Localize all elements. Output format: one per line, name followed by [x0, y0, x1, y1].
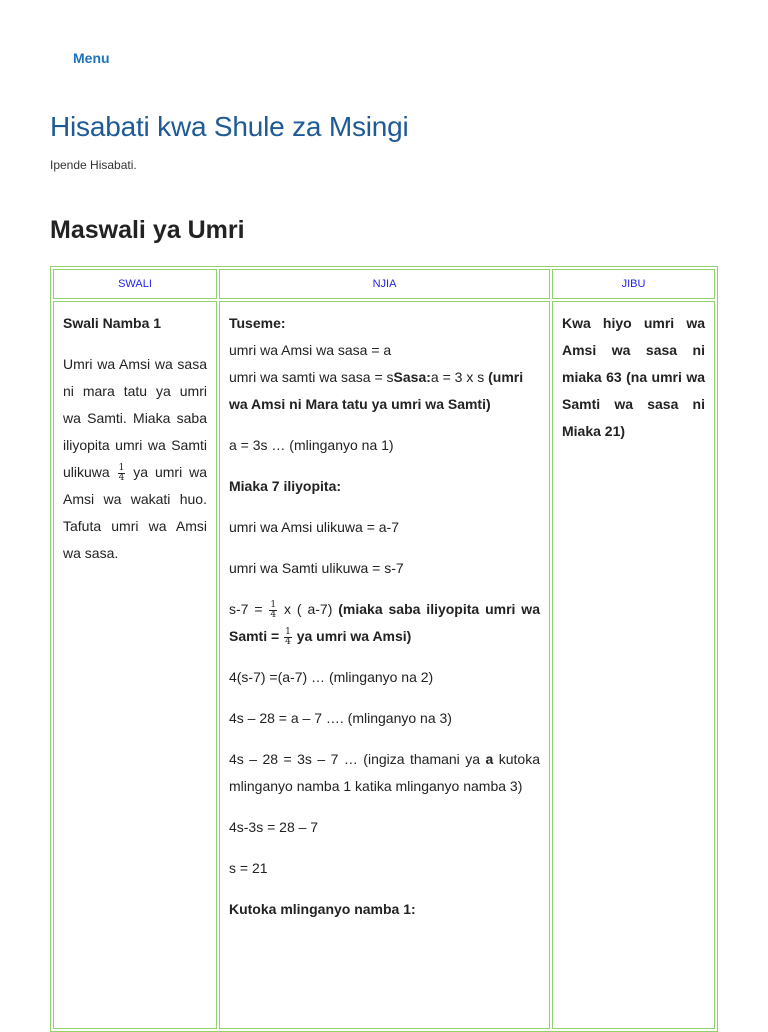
njia-cell [219, 301, 550, 1029]
tuseme-label: Tuseme: [228, 315, 286, 331]
miaka7-label: Miaka 7 iliyopita: [228, 478, 342, 494]
header-njia: NJIA [219, 269, 550, 299]
table-header-row [53, 269, 715, 299]
table-row [53, 301, 715, 1029]
equation-6: s = 21 [228, 860, 268, 876]
njia-line: umri wa Amsi wa sasa = a [228, 342, 392, 358]
site-title[interactable]: Hisabati kwa Shule za Msingi [50, 111, 409, 142]
equation-4: 4s – 28 = 3s – 7 … (ingiza thamani ya a kutoka mlinganyo namba 1 katika mlinganyo namba 3) [228, 751, 540, 794]
questions-table [50, 266, 718, 1032]
header-jibu: JIBU [552, 269, 715, 299]
swali-cell [53, 301, 217, 1029]
header-swali: SWALI [53, 269, 217, 299]
page-title: Maswali ya Umri [50, 216, 245, 244]
menu-link[interactable]: Menu [73, 50, 110, 66]
njia-line: umri wa samti wa sasa = sSasa:a = 3 x s (umri wa Amsi ni Mara tatu ya umri wa Samti) [228, 369, 524, 412]
question-text: Umri wa Amsi wa sasa ni mara tatu ya umri wa Samti. Miaka saba iliyopita umri wa Samti ulikuwa $\frac{1}{4}$ ya umri wa Amsi wa wakati huo. Tafuta umri wa Amsi wa sasa. [63, 356, 208, 561]
kutoka-label: Kutoka mlinganyo namba 1: [228, 901, 416, 917]
njia-line: umri wa Samti ulikuwa = s-7 [228, 560, 404, 576]
equation-3: 4s – 28 = a – 7 …. (mlinganyo na 3) [228, 710, 452, 726]
fraction-one-quarter: $\frac{1}{4}$ [270, 599, 277, 620]
equation-2: 4(s-7) =(a-7) … (mlinganyo na 2) [228, 669, 434, 685]
fraction-one-quarter: $\frac{1}{4}$ [285, 626, 291, 647]
jibu-cell [552, 301, 715, 1029]
equation-1: a = 3s … (mlinganyo na 1) [228, 437, 394, 453]
question-heading: Swali Namba 1 [63, 315, 162, 331]
njia-line: umri wa Amsi ulikuwa = a-7 [228, 519, 399, 535]
fraction-one-quarter: $\frac{1}{4}$ [118, 462, 125, 483]
equation-s7: s-7 = $\frac{1}{4}$ x ( a-7) (miaka saba iliyopita umri wa Samti = $\frac{1}{4}$ ya umri wa Amsi) [228, 599, 540, 647]
equation-5: 4s-3s = 28 – 7 [228, 819, 319, 835]
answer-text: Kwa hiyo umri wa Amsi wa sasa ni miaka 63 (na umri wa Samti wa sasa ni Miaka 21) [562, 315, 705, 439]
site-tagline: Ipende Hisabati. [50, 158, 137, 172]
